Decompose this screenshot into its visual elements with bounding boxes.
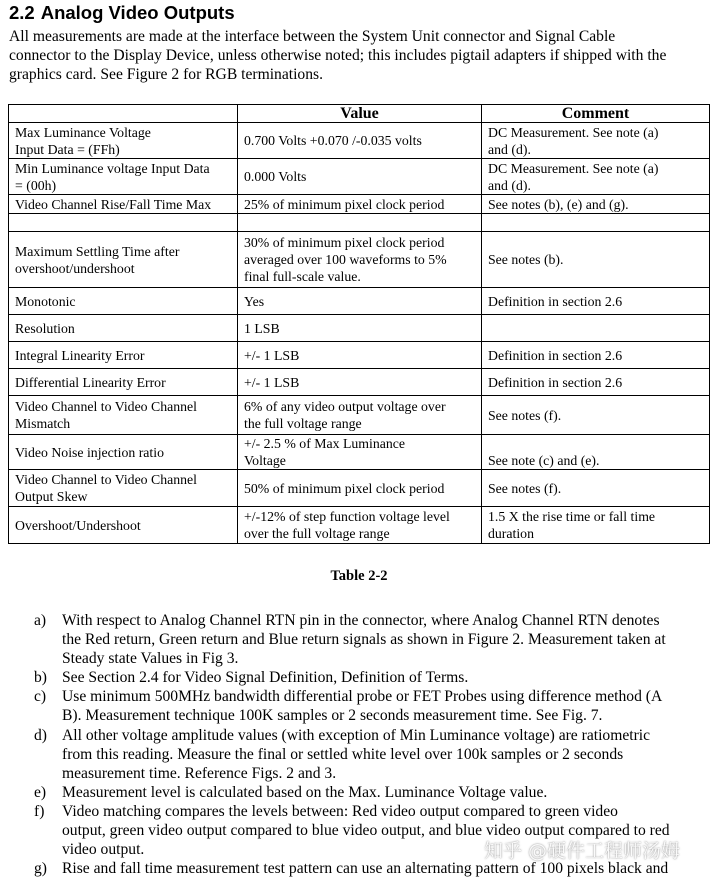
cell-text: overshoot/undershoot: [15, 260, 135, 276]
table-row: [9, 507, 710, 544]
cell-text: See notes (b), (e) and (g).: [488, 196, 629, 212]
header-value: Value: [238, 105, 482, 123]
cell-parameter: [9, 507, 238, 544]
table-row: [9, 288, 710, 315]
table-row: [9, 470, 710, 507]
cell-text: See notes (b).: [488, 252, 564, 267]
cell-text: Input Data = (FFh): [15, 141, 120, 157]
table-row: [9, 315, 710, 342]
note-item: [34, 668, 714, 687]
note-item: [34, 783, 714, 802]
table-row: [9, 396, 710, 435]
spec-table: [8, 104, 710, 544]
cell-text: over the full voltage range: [244, 526, 390, 541]
cell-value: [238, 195, 482, 214]
cell-text: 25% of minimum pixel clock period: [244, 196, 445, 212]
cell-text: Differential Linearity Error: [15, 374, 166, 390]
note-line: Rise and fall time measurement test pattern can use an alternating pattern of 100 pixels black and: [62, 860, 669, 878]
table-row: [9, 123, 710, 159]
cell-text: Definition in section 2.6: [488, 374, 623, 390]
cell-value: [238, 315, 482, 342]
cell-text: averaged over 100 waveforms to 5%: [244, 252, 447, 267]
note-item: [34, 611, 714, 668]
cell-value: [238, 435, 482, 470]
cell-text: Definition in section 2.6: [488, 293, 623, 309]
cell-value: [238, 396, 482, 435]
cell-text: 0.700 Volts +0.070 /-0.035 volts: [244, 133, 422, 148]
cell-text: 6% of any video output voltage over: [244, 399, 446, 414]
note-line: the Red return, Green return and Blue return signals as shown in Figure 2. Measurement taken at: [62, 631, 666, 649]
table-row: [9, 159, 710, 195]
note-label: c): [34, 688, 47, 706]
table-row: [9, 232, 710, 288]
note-label: d): [34, 726, 47, 744]
note-line: Use minimum 500MHz bandwidth differential probe or FET Probes using difference method (A: [62, 688, 663, 706]
note-label: e): [34, 783, 47, 801]
table-row: [9, 369, 710, 396]
cell-parameter: [9, 342, 238, 369]
cell-value: [238, 123, 482, 159]
cell-comment: [482, 369, 710, 396]
header-comment: Comment: [482, 105, 710, 123]
cell-text: See notes (f).: [488, 407, 562, 423]
cell-value: [238, 159, 482, 195]
cell-text: and (d).: [488, 141, 531, 157]
note-line: See Section 2.4 for Video Signal Definition, Definition of Terms.: [62, 669, 469, 687]
cell-comment: [482, 435, 710, 470]
cell-value: [238, 214, 482, 232]
cell-text: +/- 2.5 % of Max Luminance: [244, 436, 406, 451]
note-line: output, green video output compared to blue video output, and blue video output compared to red: [62, 822, 670, 840]
cell-value: [238, 288, 482, 315]
note-label: a): [34, 612, 47, 629]
cell-value: [238, 369, 482, 396]
cell-comment: [482, 315, 710, 342]
note-line: video output.: [62, 841, 145, 859]
intro-line: graphics card. See Figure 2 for RGB terminations.: [9, 66, 323, 83]
table-row: [9, 435, 710, 470]
cell-text: 50% of minimum pixel clock period: [244, 480, 445, 496]
note-line: Measurement level is calculated based on the Max. Luminance Voltage value.: [62, 783, 548, 801]
cell-comment: [482, 159, 710, 195]
note-line: measurement time. Reference Figs. 2 and 3.: [62, 764, 337, 782]
cell-comment: [482, 507, 710, 544]
intro-line: connector to the Display Device, unless otherwise noted; this includes pigtail adapters if shipped with the: [9, 47, 667, 64]
note-line: With respect to Analog Channel RTN pin in the connector, where Analog Channel RTN denotes: [62, 612, 660, 629]
cell-text: 30% of minimum pixel clock period: [244, 235, 445, 250]
note-line: Video matching compares the levels between: Red video output compared to green video: [62, 802, 618, 820]
cell-text: Monotonic: [15, 293, 76, 309]
cell-text: = (00h): [15, 177, 57, 193]
cell-text: Integral Linearity Error: [15, 347, 145, 363]
note-line: from this reading. Measure the final or settled white level over 100k samples or 2 seconds: [62, 745, 624, 763]
cell-parameter: [9, 435, 238, 470]
intro-line: All measurements are made at the interface between the System Unit connector and Signal Cable: [9, 28, 616, 45]
header-parameter: [9, 105, 238, 123]
cell-text: Video Channel to Video Channel: [15, 472, 198, 487]
cell-text: +/- 1 LSB: [244, 374, 300, 390]
cell-parameter: [9, 214, 238, 232]
table-row: [9, 214, 710, 232]
cell-parameter: [9, 232, 238, 288]
cell-text: 0.000 Volts: [244, 169, 307, 184]
cell-text: Output Skew: [15, 489, 88, 504]
cell-text: DC Measurement. See note (a): [488, 124, 659, 140]
cell-text: +/-12% of step function voltage level: [244, 509, 450, 524]
cell-text: and (d).: [488, 177, 531, 193]
table-row: [9, 342, 710, 369]
note-line: All other voltage amplitude values (with exception of Min Luminance voltage) are ratiometric: [62, 726, 651, 744]
section-heading: [9, 2, 235, 24]
table-header-row: [9, 105, 710, 123]
cell-value: [238, 232, 482, 288]
cell-text: Voltage: [244, 453, 286, 468]
cell-text: Max Luminance Voltage: [15, 124, 151, 140]
section-number: 2.2: [9, 2, 35, 23]
cell-comment: [482, 470, 710, 507]
intro-paragraph: [9, 27, 711, 84]
cell-text: the full voltage range: [244, 416, 362, 431]
cell-parameter: [9, 159, 238, 195]
cell-text: final full-scale value.: [244, 269, 361, 284]
cell-text: Yes: [244, 293, 265, 309]
table-caption: Table 2-2: [330, 568, 388, 584]
cell-comment: [482, 195, 710, 214]
cell-text: Mismatch: [15, 416, 71, 431]
cell-text: Min Luminance voltage Input Data: [15, 160, 210, 176]
cell-text: duration: [488, 526, 534, 541]
note-label: g): [34, 860, 47, 878]
cell-text: Video Channel Rise/Fall Time Max: [15, 196, 212, 212]
cell-parameter: [9, 195, 238, 214]
note-item: [34, 726, 714, 783]
note-item: [34, 687, 714, 725]
cell-text: See note (c) and (e).: [488, 453, 600, 468]
cell-comment: [482, 123, 710, 159]
cell-comment: [482, 396, 710, 435]
section-title: Analog Video Outputs: [40, 2, 235, 23]
cell-comment: [482, 288, 710, 315]
cell-text: See notes (f).: [488, 480, 562, 496]
cell-parameter: [9, 315, 238, 342]
note-line: B). Measurement technique 100K samples or 2 seconds measurement time. See Fig. 7.: [62, 707, 603, 725]
cell-text: 1 LSB: [244, 320, 280, 336]
watermark: 知乎 @硬件工程师汤姆: [484, 840, 681, 862]
cell-text: DC Measurement. See note (a): [488, 160, 659, 176]
cell-value: [238, 470, 482, 507]
cell-text: Video Noise injection ratio: [15, 444, 164, 460]
note-label: f): [34, 802, 45, 820]
cell-parameter: [9, 123, 238, 159]
cell-comment: [482, 214, 710, 232]
cell-text: 1.5 X the rise time or fall time: [488, 509, 656, 524]
cell-comment: [482, 342, 710, 369]
table-row: [9, 195, 710, 214]
cell-value: [238, 507, 482, 544]
cell-text: Maximum Settling Time after: [15, 243, 180, 259]
note-line: Steady state Values in Fig 3.: [62, 650, 239, 668]
cell-parameter: [9, 369, 238, 396]
note-label: b): [34, 669, 47, 687]
cell-value: [238, 342, 482, 369]
cell-text: +/- 1 LSB: [244, 347, 300, 363]
cell-parameter: [9, 470, 238, 507]
cell-parameter: [9, 396, 238, 435]
cell-text: Resolution: [15, 320, 75, 336]
cell-text: Definition in section 2.6: [488, 347, 623, 363]
cell-parameter: [9, 288, 238, 315]
cell-comment: [482, 232, 710, 288]
cell-text: Video Channel to Video Channel: [15, 399, 198, 414]
cell-text: Overshoot/Undershoot: [15, 517, 141, 533]
